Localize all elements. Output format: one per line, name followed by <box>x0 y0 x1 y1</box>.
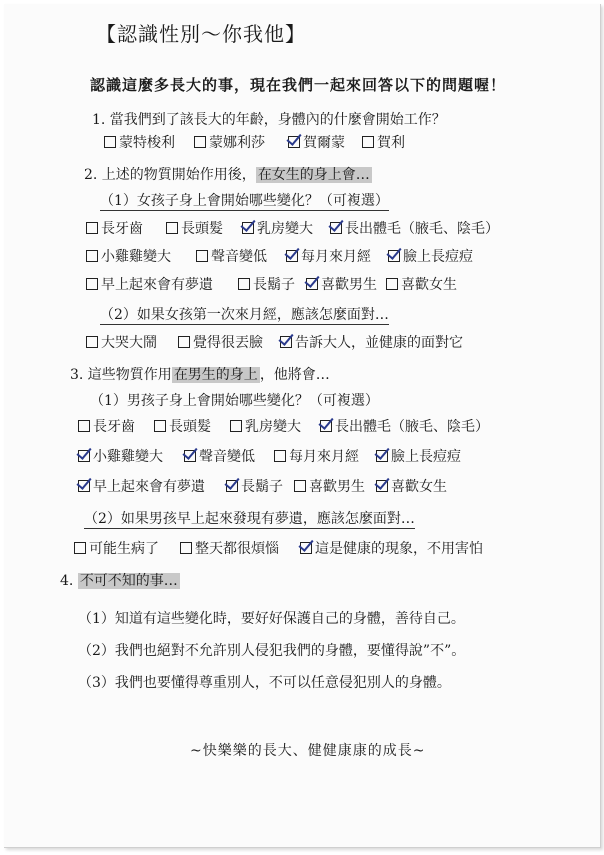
checkbox[interactable] <box>194 136 206 148</box>
checkbox[interactable] <box>294 480 306 492</box>
q2-sub1-prompt: （1）女孩子身上會開始哪些變化？（可複選） <box>100 193 389 209</box>
q4-item-3: （3）我們也要懂得尊重別人，不可以任意侵犯別人的身體。 <box>78 675 451 691</box>
checkbox[interactable] <box>86 222 98 234</box>
q2-sub1-option-4[interactable]: 長出體毛（腋毛、陰毛） <box>330 218 499 238</box>
q4-item-2: （2）我們也絕對不允許別人侵犯我們的身體，要懂得說”不”。 <box>78 643 466 659</box>
highlight-text: 在女生的身上會… <box>257 167 370 183</box>
q3-sub1-option-9[interactable]: 早上起來會有夢遺 <box>78 476 205 496</box>
highlight-text: 不可不知的事… <box>79 573 178 589</box>
q3-sub1-option-2[interactable]: 長頭髮 <box>154 416 211 436</box>
question-3: 3. 這些物質作用 在男生的身上 ，他將會… <box>70 367 330 383</box>
checkbox-checked[interactable] <box>286 250 298 262</box>
q2-sub1-option-5[interactable]: 小雞雞變大 <box>86 246 171 266</box>
q3-sub1-option-7[interactable]: 每月來月經 <box>274 446 359 466</box>
q3-sub1-option-6[interactable]: 聲音變低 <box>184 446 255 466</box>
q1-option-1[interactable]: 蒙特梭利 <box>104 132 175 152</box>
q2-sub1-option-11[interactable]: 喜歡男生 <box>306 274 377 294</box>
q3-sub2-option-2[interactable]: 整天都很煩惱 <box>180 538 279 558</box>
highlight-text: 在男生的身上 <box>173 367 258 383</box>
q3-sub1-option-3[interactable]: 乳房變大 <box>230 416 301 436</box>
q2-sub1-option-10[interactable]: 長鬍子 <box>238 274 295 294</box>
checkbox-checked[interactable] <box>330 222 342 234</box>
checkbox-checked[interactable] <box>184 450 196 462</box>
q4-item-1: （1）知道有這些變化時，要好好保護自己的身體，善待自己。 <box>78 611 465 627</box>
q1-option-4[interactable]: 賀利 <box>362 132 405 152</box>
checkbox[interactable] <box>274 450 286 462</box>
q3-sub1-option-10[interactable]: 長鬍子 <box>226 476 283 496</box>
checkbox[interactable] <box>86 336 98 348</box>
q3-sub1-option-1[interactable]: 長牙齒 <box>78 416 135 436</box>
q2-sub2-option-1[interactable]: 大哭大鬧 <box>86 332 157 352</box>
checkbox-checked[interactable] <box>376 450 388 462</box>
q2-sub1-option-7[interactable]: 每月來月經 <box>286 246 371 266</box>
q2-sub1-option-12[interactable]: 喜歡女生 <box>386 274 457 294</box>
question-1: 1. 當我們到了該長大的年齡，身體內的什麼會開始工作？ <box>92 112 446 128</box>
checkbox[interactable] <box>230 420 242 432</box>
checkbox[interactable] <box>196 250 208 262</box>
q2-sub1-option-8[interactable]: 臉上長痘痘 <box>388 246 473 266</box>
q3-sub1-option-4[interactable]: 長出體毛（腋毛、陰毛） <box>320 416 489 436</box>
checkbox-checked[interactable] <box>226 480 238 492</box>
checkbox[interactable] <box>180 542 192 554</box>
q3-sub1-prompt: （1）男孩子身上會開始哪些變化？（可複選） <box>90 393 379 409</box>
q2-sub1-option-1[interactable]: 長牙齒 <box>86 218 143 238</box>
checkbox[interactable] <box>74 542 86 554</box>
q1-option-2[interactable]: 蒙娜利莎 <box>194 132 265 152</box>
checkbox[interactable] <box>104 136 116 148</box>
q3-sub1-option-8[interactable]: 臉上長痘痘 <box>376 446 461 466</box>
checkbox-checked[interactable] <box>376 480 388 492</box>
worksheet-title: 【認識性別～你我他】 <box>96 22 306 46</box>
checkbox[interactable] <box>154 420 166 432</box>
question-2: 2. 上述的物質開始作用後， 在女生的身上會… <box>84 167 370 183</box>
q2-sub1-option-3[interactable]: 乳房變大 <box>242 218 313 238</box>
worksheet-page <box>4 4 601 848</box>
checkbox-checked[interactable] <box>320 420 332 432</box>
q1-option-3[interactable]: 賀爾蒙 <box>288 132 345 152</box>
q2-sub2-option-2[interactable]: 覺得很丟臉 <box>178 332 263 352</box>
intro-text: 認識這麼多長大的事，現在我們一起來回答以下的問題喔！ <box>90 76 507 94</box>
checkbox-checked[interactable] <box>78 480 90 492</box>
q3-sub2-option-1[interactable]: 可能生病了 <box>74 538 159 558</box>
checkbox-checked[interactable] <box>388 250 400 262</box>
checkbox[interactable] <box>362 136 374 148</box>
checkbox[interactable] <box>86 250 98 262</box>
q3-sub1-option-12[interactable]: 喜歡女生 <box>376 476 447 496</box>
checkbox[interactable] <box>386 278 398 290</box>
checkbox-checked[interactable] <box>288 136 300 148</box>
q2-sub2-prompt: （2）如果女孩第一次來月經，應該怎麼面對… <box>100 307 389 323</box>
checkbox[interactable] <box>86 278 98 290</box>
q3-sub2-prompt: （2）如果男孩早上起來發現有夢遺，應該怎麼面對… <box>84 511 415 527</box>
q2-sub1-option-6[interactable]: 聲音變低 <box>196 246 267 266</box>
checkbox-checked[interactable] <box>280 336 292 348</box>
q3-sub1-option-5[interactable]: 小雞雞變大 <box>78 446 163 466</box>
footer-slogan: ~快樂樂的長大、健健康康的成長~ <box>190 743 426 759</box>
q2-sub2-option-3[interactable]: 告訴大人，並健康的面對它 <box>280 332 463 352</box>
q2-sub1-option-2[interactable]: 長頭髮 <box>166 218 223 238</box>
q3-sub2-option-3[interactable]: 這是健康的現象，不用害怕 <box>300 538 483 558</box>
checkbox[interactable] <box>238 278 250 290</box>
checkbox-checked[interactable] <box>306 278 318 290</box>
checkbox[interactable] <box>78 420 90 432</box>
checkbox-checked[interactable] <box>300 542 312 554</box>
q3-sub1-option-11[interactable]: 喜歡男生 <box>294 476 365 496</box>
checkbox-checked[interactable] <box>78 450 90 462</box>
question-4: 4. 不可不知的事… <box>60 573 178 589</box>
checkbox-checked[interactable] <box>242 222 254 234</box>
q2-sub1-option-9[interactable]: 早上起來會有夢遺 <box>86 274 213 294</box>
checkbox[interactable] <box>178 336 190 348</box>
checkbox[interactable] <box>166 222 178 234</box>
